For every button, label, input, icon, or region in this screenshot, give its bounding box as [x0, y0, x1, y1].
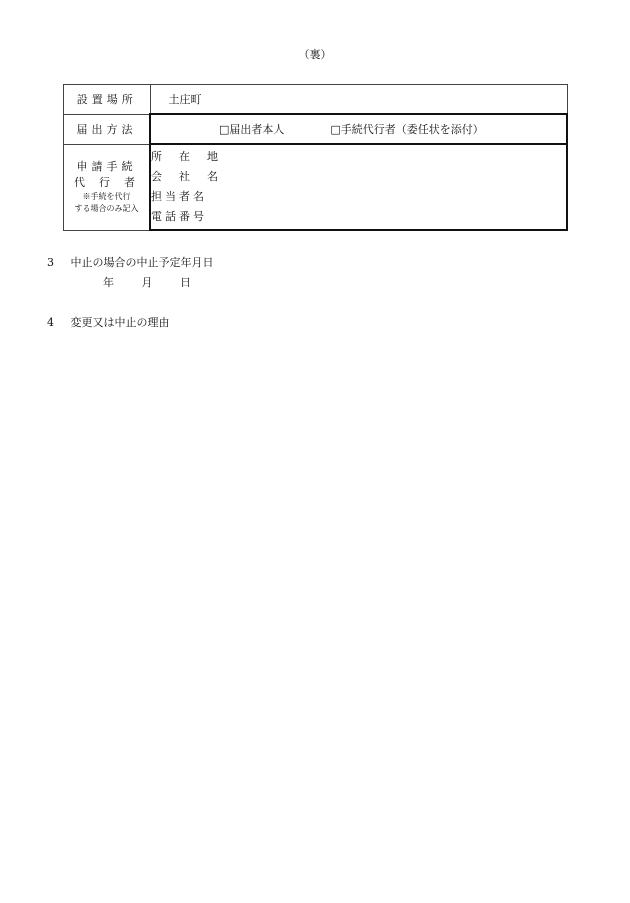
- method-label: 届出方法: [64, 114, 151, 144]
- section-3-number: 3: [47, 256, 54, 269]
- field-company[interactable]: 会 社 名: [151, 170, 221, 183]
- method-row: [64, 114, 568, 144]
- proxy-label-cell: [64, 144, 151, 230]
- section-3: [47, 254, 214, 270]
- field-address[interactable]: 所 在 地: [151, 150, 221, 163]
- section-4-number: 4: [47, 316, 54, 329]
- location-label: 設置場所: [64, 85, 151, 115]
- installation-form-table: [63, 84, 568, 231]
- date-month[interactable]: 月: [141, 276, 153, 289]
- section-4: [47, 314, 170, 330]
- date-year[interactable]: 年: [103, 276, 114, 289]
- page-title: （裏）: [298, 48, 332, 61]
- proxy-label-line2: 代行者: [74, 176, 149, 189]
- field-phone[interactable]: 電話番号: [151, 210, 207, 223]
- method-options-cell: [150, 114, 567, 144]
- location-row: [64, 85, 568, 115]
- cancel-date-line: [103, 274, 191, 290]
- proxy-note-line2: する場合のみ記入: [74, 204, 139, 213]
- proxy-fields-cell: [150, 144, 567, 230]
- location-value-cell: [150, 85, 567, 115]
- section-4-title: 変更又は中止の理由: [70, 316, 170, 329]
- section-3-title: 中止の場合の中止予定年月日: [70, 256, 214, 269]
- date-day[interactable]: 日: [180, 276, 191, 289]
- field-contact-person[interactable]: 担当者名: [151, 190, 207, 203]
- proxy-note-line1: ※手続を代行: [82, 192, 131, 201]
- proxy-row: [64, 144, 568, 230]
- checkbox-proxy[interactable]: □手続代行者（委任状を添付）: [330, 123, 484, 136]
- location-value: 土庄町: [168, 93, 202, 106]
- checkbox-applicant-self[interactable]: □届出者本人: [219, 123, 285, 136]
- proxy-label-line1: 申請手続: [76, 160, 137, 173]
